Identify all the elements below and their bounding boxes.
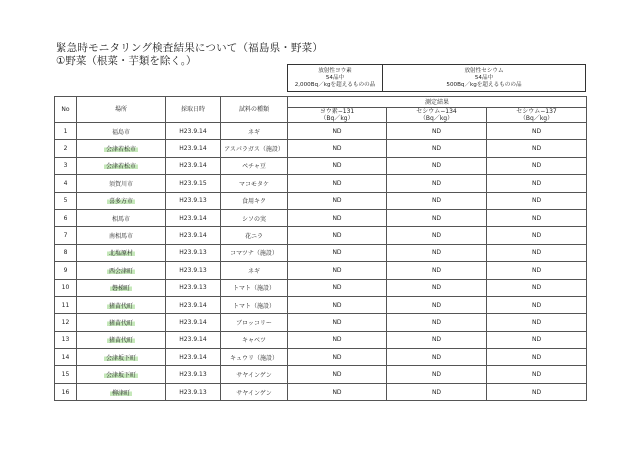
cell-i131: ND xyxy=(288,157,387,174)
cesium-criteria-line1: 放射性セシウム xyxy=(464,67,504,74)
place-name: 北塩原村 xyxy=(108,250,133,258)
table-row xyxy=(55,366,587,383)
cell-no: 14 xyxy=(55,349,77,366)
cell-sample: コマツナ（施設） xyxy=(221,244,288,261)
cell-no: 1 xyxy=(55,123,77,140)
table-row xyxy=(55,279,587,296)
header-no: No xyxy=(55,97,77,123)
cell-cs137: ND xyxy=(487,192,587,209)
cell-place xyxy=(77,366,166,383)
cell-place xyxy=(77,279,166,296)
cell-i131: ND xyxy=(288,244,387,261)
table-row xyxy=(55,244,587,261)
page-subtitle: ①野菜（根菜・芋類を除く。） xyxy=(56,55,197,67)
cell-cs137: ND xyxy=(487,349,587,366)
cell-sample: シソの実 xyxy=(221,209,288,226)
cell-sample: ネギ xyxy=(221,262,288,279)
place-name: 南相馬市 xyxy=(108,233,133,241)
cell-cs134: ND xyxy=(387,331,487,348)
cell-cs134: ND xyxy=(387,140,487,157)
cell-cs134: ND xyxy=(387,314,487,331)
cell-cs137: ND xyxy=(487,279,587,296)
table-row xyxy=(55,192,587,209)
cell-sample: ネギ xyxy=(221,123,288,140)
cell-cs137: ND xyxy=(487,331,587,348)
cell-place xyxy=(77,296,166,313)
table-row xyxy=(55,157,587,174)
cell-no: 5 xyxy=(55,192,77,209)
cell-cs137: ND xyxy=(487,296,587,313)
cell-no: 16 xyxy=(55,383,77,400)
cell-cs134: ND xyxy=(387,366,487,383)
cell-date: H23.9.13 xyxy=(166,383,221,400)
cell-no: 12 xyxy=(55,314,77,331)
cell-i131: ND xyxy=(288,262,387,279)
cell-cs137: ND xyxy=(487,244,587,261)
cell-cs134: ND xyxy=(387,123,487,140)
cell-sample: トマト（施設） xyxy=(221,296,288,313)
cell-no: 8 xyxy=(55,244,77,261)
cell-cs134: ND xyxy=(387,175,487,192)
table-row xyxy=(55,123,587,140)
cesium-criteria xyxy=(383,65,586,92)
cell-no: 10 xyxy=(55,279,77,296)
criteria-table xyxy=(287,64,586,92)
cell-sample: キャベツ xyxy=(221,331,288,348)
place-name: 福島市 xyxy=(111,128,130,136)
header-i131-label: ヨウ素−131 xyxy=(319,108,355,115)
cell-i131: ND xyxy=(288,314,387,331)
cell-cs137: ND xyxy=(487,140,587,157)
cell-date: H23.9.14 xyxy=(166,209,221,226)
table-row xyxy=(55,262,587,279)
results-table xyxy=(54,96,587,401)
cell-i131: ND xyxy=(288,227,387,244)
cell-cs137: ND xyxy=(487,227,587,244)
cell-place xyxy=(77,262,166,279)
cell-no: 15 xyxy=(55,366,77,383)
cell-no: 13 xyxy=(55,331,77,348)
header-result: 測定結果 xyxy=(288,97,587,108)
header-sample: 試料の種類 xyxy=(221,97,288,123)
cell-i131: ND xyxy=(288,296,387,313)
header-cs137 xyxy=(487,108,587,123)
cell-cs137: ND xyxy=(487,314,587,331)
table-row xyxy=(55,331,587,348)
cell-i131: ND xyxy=(288,349,387,366)
cell-no: 9 xyxy=(55,262,77,279)
table-row xyxy=(55,140,587,157)
place-name: 会津坂下町 xyxy=(105,372,136,380)
cell-place xyxy=(77,140,166,157)
cell-cs134: ND xyxy=(387,383,487,400)
cell-cs134: ND xyxy=(387,262,487,279)
table-row xyxy=(55,227,587,244)
cell-no: 4 xyxy=(55,175,77,192)
page-title: 緊急時モニタリング検査結果について（福島県・野菜） xyxy=(56,42,324,54)
place-name: 磐梯町 xyxy=(111,285,130,293)
cell-i131: ND xyxy=(288,366,387,383)
table-row xyxy=(55,349,587,366)
cell-sample: 食用キク xyxy=(221,192,288,209)
cell-cs137: ND xyxy=(487,209,587,226)
cell-date: H23.9.15 xyxy=(166,175,221,192)
header-cs137-unit: （Bq／kg） xyxy=(519,115,554,122)
cell-place xyxy=(77,175,166,192)
cell-place xyxy=(77,349,166,366)
cell-date: H23.9.14 xyxy=(166,123,221,140)
cell-date: H23.9.13 xyxy=(166,262,221,279)
cell-cs134: ND xyxy=(387,349,487,366)
cell-date: H23.9.14 xyxy=(166,157,221,174)
cell-cs137: ND xyxy=(487,383,587,400)
table-row xyxy=(55,314,587,331)
header-cs137-label: セシウム−137 xyxy=(516,108,557,115)
cell-i131: ND xyxy=(288,331,387,348)
cell-place xyxy=(77,227,166,244)
cell-date: H23.9.13 xyxy=(166,279,221,296)
header-cs134-unit: （Bq／kg） xyxy=(419,115,454,122)
cell-date: H23.9.14 xyxy=(166,314,221,331)
cell-i131: ND xyxy=(288,383,387,400)
cell-place xyxy=(77,244,166,261)
cell-no: 2 xyxy=(55,140,77,157)
header-cs134-label: セシウム−134 xyxy=(416,108,457,115)
place-name: 猪苗代町 xyxy=(108,302,133,310)
table-row xyxy=(55,383,587,400)
cell-cs134: ND xyxy=(387,296,487,313)
cell-i131: ND xyxy=(288,192,387,209)
place-name: 須賀川市 xyxy=(108,180,133,188)
place-name: 西会津町 xyxy=(108,267,133,275)
cell-place xyxy=(77,331,166,348)
place-name: 柳津町 xyxy=(111,389,130,397)
cell-sample: ペチャ豆 xyxy=(221,157,288,174)
cell-cs137: ND xyxy=(487,175,587,192)
table-row xyxy=(55,209,587,226)
table-row xyxy=(55,296,587,313)
cell-date: H23.9.14 xyxy=(166,331,221,348)
cell-cs137: ND xyxy=(487,123,587,140)
place-name: 喜多方市 xyxy=(108,198,133,206)
iodine-criteria xyxy=(288,65,383,92)
cell-date: H23.9.13 xyxy=(166,366,221,383)
cell-date: H23.9.13 xyxy=(166,192,221,209)
cell-sample: アスパラガス（施設） xyxy=(221,140,288,157)
place-name: 猪苗代町 xyxy=(108,319,133,327)
cell-no: 3 xyxy=(55,157,77,174)
cell-place xyxy=(77,383,166,400)
place-name: 会津若松市 xyxy=(105,146,136,154)
cell-sample: サヤインゲン xyxy=(221,383,288,400)
cell-i131: ND xyxy=(288,209,387,226)
cell-date: H23.9.14 xyxy=(166,227,221,244)
place-name: 猪苗代町 xyxy=(108,337,133,345)
cesium-criteria-line2: 54品中 xyxy=(474,74,494,81)
cell-i131: ND xyxy=(288,123,387,140)
cell-i131: ND xyxy=(288,175,387,192)
results-body xyxy=(55,123,587,401)
cell-sample: ブロッコリー xyxy=(221,314,288,331)
cell-cs134: ND xyxy=(387,209,487,226)
cesium-criteria-line3: 500Bq／kgを超えるものの品 xyxy=(446,81,522,88)
cell-place xyxy=(77,209,166,226)
header-cs134 xyxy=(387,108,487,123)
iodine-criteria-line1: 放射性ヨウ素 xyxy=(318,67,352,74)
cell-sample: サヤインゲン xyxy=(221,366,288,383)
cell-i131: ND xyxy=(288,279,387,296)
cell-cs134: ND xyxy=(387,227,487,244)
iodine-criteria-line3: 2,000Bq／kgを超えるものの品 xyxy=(294,81,376,88)
iodine-criteria-line2: 54品中 xyxy=(325,74,345,81)
header-i131-unit: （Bq／kg） xyxy=(320,115,354,122)
cell-sample: キュウリ（施設） xyxy=(221,349,288,366)
place-name: 会津坂下町 xyxy=(105,354,136,362)
cell-sample: マコモタケ xyxy=(221,175,288,192)
header-i131 xyxy=(288,108,387,123)
cell-place xyxy=(77,192,166,209)
place-name: 相馬市 xyxy=(111,215,130,223)
place-name: 会津若松市 xyxy=(105,163,136,171)
cell-sample: トマト（施設） xyxy=(221,279,288,296)
cell-cs134: ND xyxy=(387,192,487,209)
cell-no: 6 xyxy=(55,209,77,226)
cell-i131: ND xyxy=(288,140,387,157)
header-place: 場所 xyxy=(77,97,166,123)
cell-no: 11 xyxy=(55,296,77,313)
cell-date: H23.9.14 xyxy=(166,296,221,313)
cell-cs137: ND xyxy=(487,157,587,174)
cell-place xyxy=(77,157,166,174)
cell-date: H23.9.14 xyxy=(166,349,221,366)
cell-cs137: ND xyxy=(487,262,587,279)
cell-no: 7 xyxy=(55,227,77,244)
header-date: 採取日時 xyxy=(166,97,221,123)
cell-date: H23.9.13 xyxy=(166,244,221,261)
cell-sample: 花ニラ xyxy=(221,227,288,244)
cell-cs137: ND xyxy=(487,366,587,383)
cell-date: H23.9.14 xyxy=(166,140,221,157)
cell-place xyxy=(77,123,166,140)
table-row xyxy=(55,175,587,192)
cell-cs134: ND xyxy=(387,157,487,174)
cell-place xyxy=(77,314,166,331)
cell-cs134: ND xyxy=(387,279,487,296)
cell-cs134: ND xyxy=(387,244,487,261)
